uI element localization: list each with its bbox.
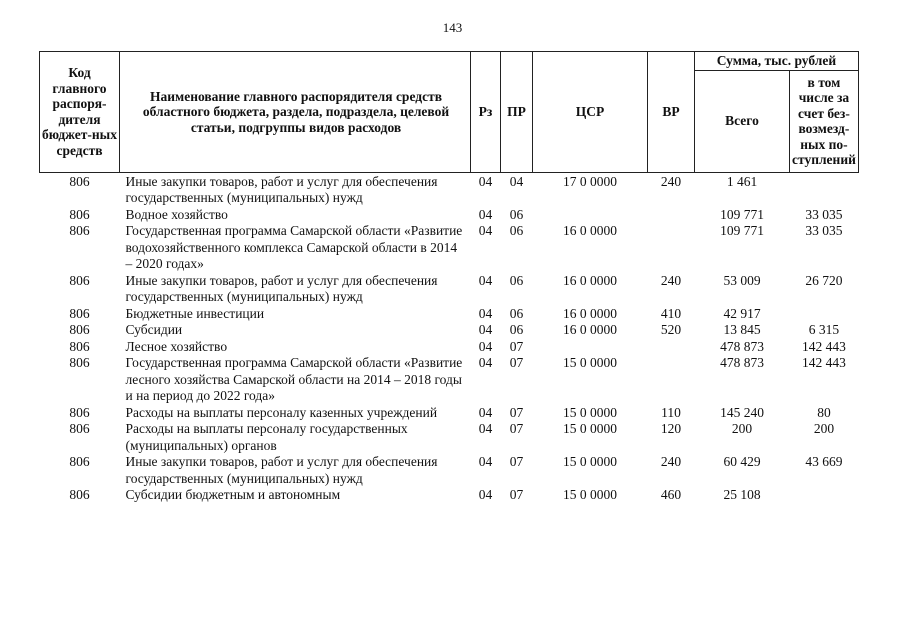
header-total: Всего — [695, 70, 790, 172]
table-row — [40, 454, 859, 487]
cell-code: 806 — [69, 338, 90, 354]
cell-free — [790, 487, 859, 504]
cell-name: Расходы на выплаты персоналу государственных (муниципальных) органов — [125, 421, 408, 453]
cell-name: Расходы на выплаты персоналу казенных учреждений — [125, 404, 438, 420]
cell-csr: 16 0 0000 — [563, 272, 617, 288]
cell-name: Субсидии — [125, 322, 183, 337]
cell-vr: 410 — [660, 305, 682, 321]
cell-total: 1 461 — [726, 173, 758, 189]
cell-free: 33 035 — [805, 206, 843, 222]
header-sum: Сумма, тыс. рублей — [695, 52, 859, 71]
cell-csr: 15 0 0000 — [563, 454, 617, 469]
cell-total: 109 771 — [720, 223, 764, 238]
cell-vr: 120 — [660, 421, 682, 436]
cell-total: 109 771 — [720, 206, 764, 222]
cell-total: 478 873 — [720, 355, 764, 370]
cell-pr: 06 — [509, 223, 524, 238]
table-row — [40, 487, 859, 504]
cell-free: 142 443 — [802, 338, 846, 354]
cell-pr: 04 — [509, 173, 524, 189]
cell-rz: 04 — [478, 404, 493, 420]
cell-vr: 240 — [660, 272, 682, 288]
cell-rz: 04 — [478, 338, 493, 354]
page-number: 143 — [442, 20, 463, 35]
cell-pr: 06 — [509, 206, 524, 222]
cell-code: 806 — [69, 421, 90, 436]
cell-code: 806 — [69, 322, 90, 337]
cell-rz: 04 — [478, 421, 493, 436]
cell-name: Водное хозяйство — [125, 206, 228, 222]
cell-total: 13 845 — [723, 322, 761, 337]
table-row — [40, 339, 859, 356]
cell-pr: 07 — [509, 421, 524, 436]
table-row — [40, 207, 859, 224]
cell-vr — [648, 223, 695, 273]
cell-total: 42 917 — [723, 305, 761, 321]
cell-pr: 07 — [509, 404, 524, 420]
cell-rz: 04 — [478, 223, 493, 238]
cell-rz: 04 — [478, 454, 493, 469]
cell-csr: 17 0 0000 — [563, 173, 617, 189]
cell-name: Государственная программа Самарской области «Развитие водохозяйственного комплекса Самарской области в 2014 – 2020 годах» — [125, 223, 463, 271]
cell-csr: 15 0 0000 — [563, 355, 617, 370]
cell-rz: 04 — [478, 272, 493, 288]
cell-vr: 110 — [661, 404, 681, 420]
cell-free — [790, 306, 859, 323]
cell-name: Государственная программа Самарской области «Развитие лесного хозяйства Самарской области на 2014 – 2018 годы и на период до 2022 года» — [125, 355, 463, 403]
cell-rz: 04 — [478, 487, 493, 502]
table-row — [40, 306, 859, 323]
cell-vr: 520 — [660, 322, 682, 337]
cell-code: 806 — [69, 305, 90, 321]
cell-rz: 04 — [478, 173, 493, 189]
cell-rz: 04 — [478, 355, 493, 370]
cell-pr: 07 — [509, 355, 524, 370]
cell-code: 806 — [69, 206, 90, 222]
table-row — [40, 223, 859, 273]
cell-total: 60 429 — [723, 454, 761, 469]
cell-vr — [648, 207, 695, 224]
cell-csr — [533, 207, 648, 224]
cell-name: Бюджетные инвестиции — [125, 305, 265, 321]
cell-csr — [533, 339, 648, 356]
cell-name: Иные закупки товаров, работ и услуг для обеспечения государственных (муниципальных) нужд — [125, 173, 438, 205]
cell-pr: 06 — [509, 322, 524, 337]
cell-code: 806 — [69, 173, 90, 189]
cell-total: 200 — [731, 421, 753, 436]
cell-vr: 460 — [660, 487, 682, 502]
budget-table — [39, 51, 859, 504]
cell-csr: 15 0 0000 — [563, 487, 617, 502]
table-row — [40, 273, 859, 306]
cell-pr: 07 — [509, 338, 524, 354]
cell-code: 806 — [69, 272, 90, 288]
cell-name: Иные закупки товаров, работ и услуг для обеспечения государственных (муниципальных) нужд — [125, 454, 438, 486]
cell-pr: 07 — [509, 454, 524, 469]
header-rz: Рз — [471, 52, 501, 173]
header-pr: ПР — [501, 52, 533, 173]
cell-name: Иные закупки товаров, работ и услуг для обеспечения государственных (муниципальных) нужд — [125, 272, 438, 304]
cell-vr — [648, 355, 695, 405]
cell-free: 200 — [813, 421, 835, 436]
table-row — [40, 172, 859, 207]
cell-free: 142 443 — [802, 355, 846, 370]
cell-vr — [648, 339, 695, 356]
cell-code: 806 — [69, 487, 90, 502]
cell-code: 806 — [69, 404, 90, 420]
cell-csr: 16 0 0000 — [563, 223, 617, 238]
cell-csr: 15 0 0000 — [563, 404, 617, 420]
table-row — [40, 355, 859, 405]
cell-total: 145 240 — [720, 404, 764, 420]
cell-rz: 04 — [478, 206, 493, 222]
header-csr: ЦСР — [533, 52, 648, 173]
cell-free — [790, 172, 859, 207]
cell-rz: 04 — [478, 305, 493, 321]
cell-total: 25 108 — [723, 487, 761, 502]
cell-vr: 240 — [660, 173, 682, 189]
cell-name: Субсидии бюджетным и автономным — [125, 487, 341, 502]
cell-code: 806 — [69, 454, 90, 469]
cell-code: 806 — [69, 223, 90, 238]
cell-pr: 06 — [509, 305, 524, 321]
table-row — [40, 421, 859, 454]
cell-pr: 07 — [509, 487, 524, 502]
cell-vr: 240 — [660, 454, 682, 469]
cell-csr: 16 0 0000 — [563, 322, 617, 337]
header-code: Код главного распоря-дителя бюджет-ных средств — [40, 52, 120, 173]
header-free: в том числе за счет без-возмезд-ных по-ступлений — [790, 70, 859, 172]
cell-free: 43 669 — [805, 454, 843, 469]
cell-free: 6 315 — [808, 322, 840, 337]
cell-code: 806 — [69, 355, 90, 370]
header-vr: ВР — [648, 52, 695, 173]
cell-total: 478 873 — [720, 338, 764, 354]
table-row — [40, 405, 859, 422]
cell-free: 80 — [817, 404, 831, 420]
cell-name: Лесное хозяйство — [125, 338, 228, 354]
cell-pr: 06 — [509, 272, 524, 288]
cell-csr: 16 0 0000 — [563, 305, 617, 321]
cell-csr: 15 0 0000 — [563, 421, 617, 436]
header-name: Наименование главного распорядителя средств областного бюджета, раздела, подраздела, целевой статьи, подгруппы видов расходов — [120, 52, 471, 173]
cell-rz: 04 — [478, 322, 493, 337]
table-row — [40, 322, 859, 339]
cell-total: 53 009 — [723, 272, 761, 288]
cell-free: 33 035 — [805, 223, 843, 238]
cell-free: 26 720 — [805, 272, 843, 288]
